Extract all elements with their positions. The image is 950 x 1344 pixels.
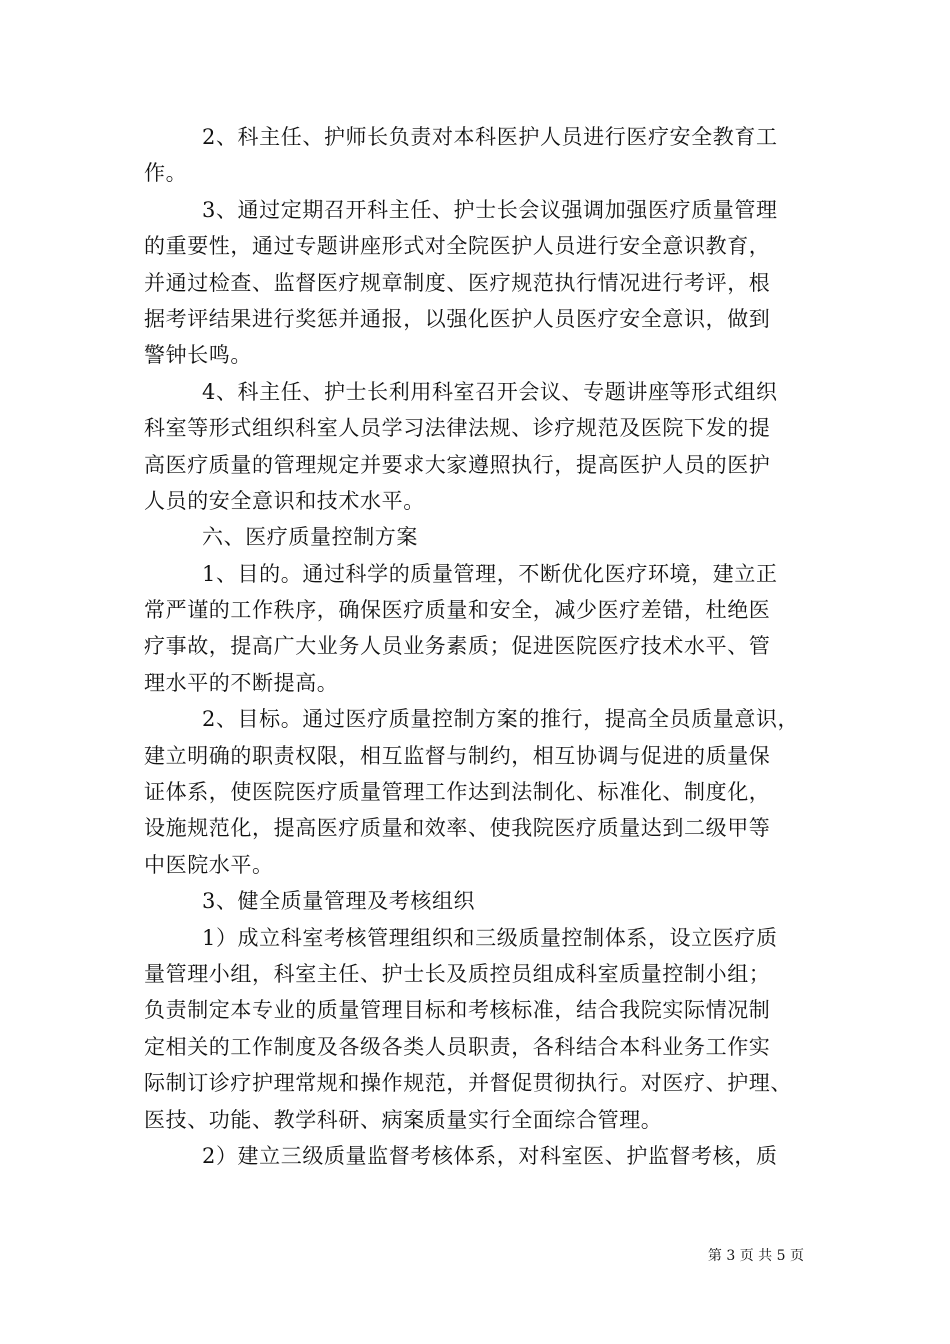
paragraph-line: 1）成立科室考核管理组织和三级质量控制体系，设立医疗质 <box>202 925 778 950</box>
document-body <box>144 119 809 1174</box>
paragraph-line: 作。 <box>144 161 188 186</box>
paragraph-line: 1、目的。通过科学的质量管理，不断优化医疗环境，建立正 <box>202 561 778 586</box>
paragraph-line: 证体系，使医院医疗质量管理工作达到法制化、标准化、制度化， <box>144 780 771 805</box>
paragraph-line: 3、通过定期召开科主任、护士长会议强调加强医疗质量管理 <box>202 197 778 222</box>
page-number: 第 3 页 共 5 页 <box>707 1248 804 1264</box>
paragraph-line: 2、目标。通过医疗质量控制方案的推行，提高全员质量意识， <box>202 707 800 732</box>
paragraph-line: 4、科主任、护士长利用科室召开会议、专题讲座等形式组织 <box>202 379 778 404</box>
paragraph-line: 际制订诊疗护理常规和操作规范，并督促贯彻执行。对医疗、护理、 <box>144 1071 792 1096</box>
paragraph-line: 常严谨的工作秩序，确保医疗质量和安全，减少医疗差错，杜绝医 <box>144 598 771 623</box>
paragraph-line: 人员的安全意识和技术水平。 <box>144 488 425 513</box>
paragraph-line: 负责制定本专业的质量管理目标和考核标准，结合我院实际情况制 <box>144 998 771 1023</box>
paragraph-line: 并通过检查、监督医疗规章制度、医疗规范执行情况进行考评，根 <box>144 270 771 295</box>
paragraph-line: 设施规范化，提高医疗质量和效率、使我院医疗质量达到二级甲等 <box>144 816 771 841</box>
paragraph-line: 警钟长鸣。 <box>144 343 252 368</box>
paragraph-line: 医技、功能、教学科研、病案质量实行全面综合管理。 <box>144 1107 663 1132</box>
paragraph-line: 定相关的工作制度及各级各类人员职责，各科结合本科业务工作实 <box>144 1034 771 1059</box>
paragraph-line: 中医院水平。 <box>144 852 274 877</box>
paragraph-line: 量管理小组，科室主任、护士长及质控员组成科室质量控制小组； <box>144 961 771 986</box>
paragraph-line: 理水平的不断提高。 <box>144 670 339 695</box>
paragraph-line: 高医疗质量的管理规定并要求大家遵照执行，提高医护人员的医护 <box>144 452 771 477</box>
subsection-heading: 3、健全质量管理及考核组织 <box>202 889 476 914</box>
paragraph-line: 的重要性，通过专题讲座形式对全院医护人员进行安全意识教育， <box>144 234 771 259</box>
paragraph-line: 疗事故，提高广大业务人员业务素质；促进医院医疗技术水平、管 <box>144 634 771 659</box>
paragraph-line: 科室等形式组织科室人员学习法律法规、诊疗规范及医院下发的提 <box>144 416 771 441</box>
section-heading: 六、医疗质量控制方案 <box>202 525 418 550</box>
paragraph-line: 2、科主任、护师长负责对本科医护人员进行医疗安全教育工 <box>202 125 778 149</box>
paragraph-line: 2）建立三级质量监督考核体系，对科室医、护监督考核，质 <box>202 1143 778 1168</box>
paragraph-line: 据考评结果进行奖惩并通报，以强化医护人员医疗安全意识，做到 <box>144 306 771 331</box>
paragraph-line: 建立明确的职责权限，相互监督与制约，相互协调与促进的质量保 <box>144 743 771 768</box>
